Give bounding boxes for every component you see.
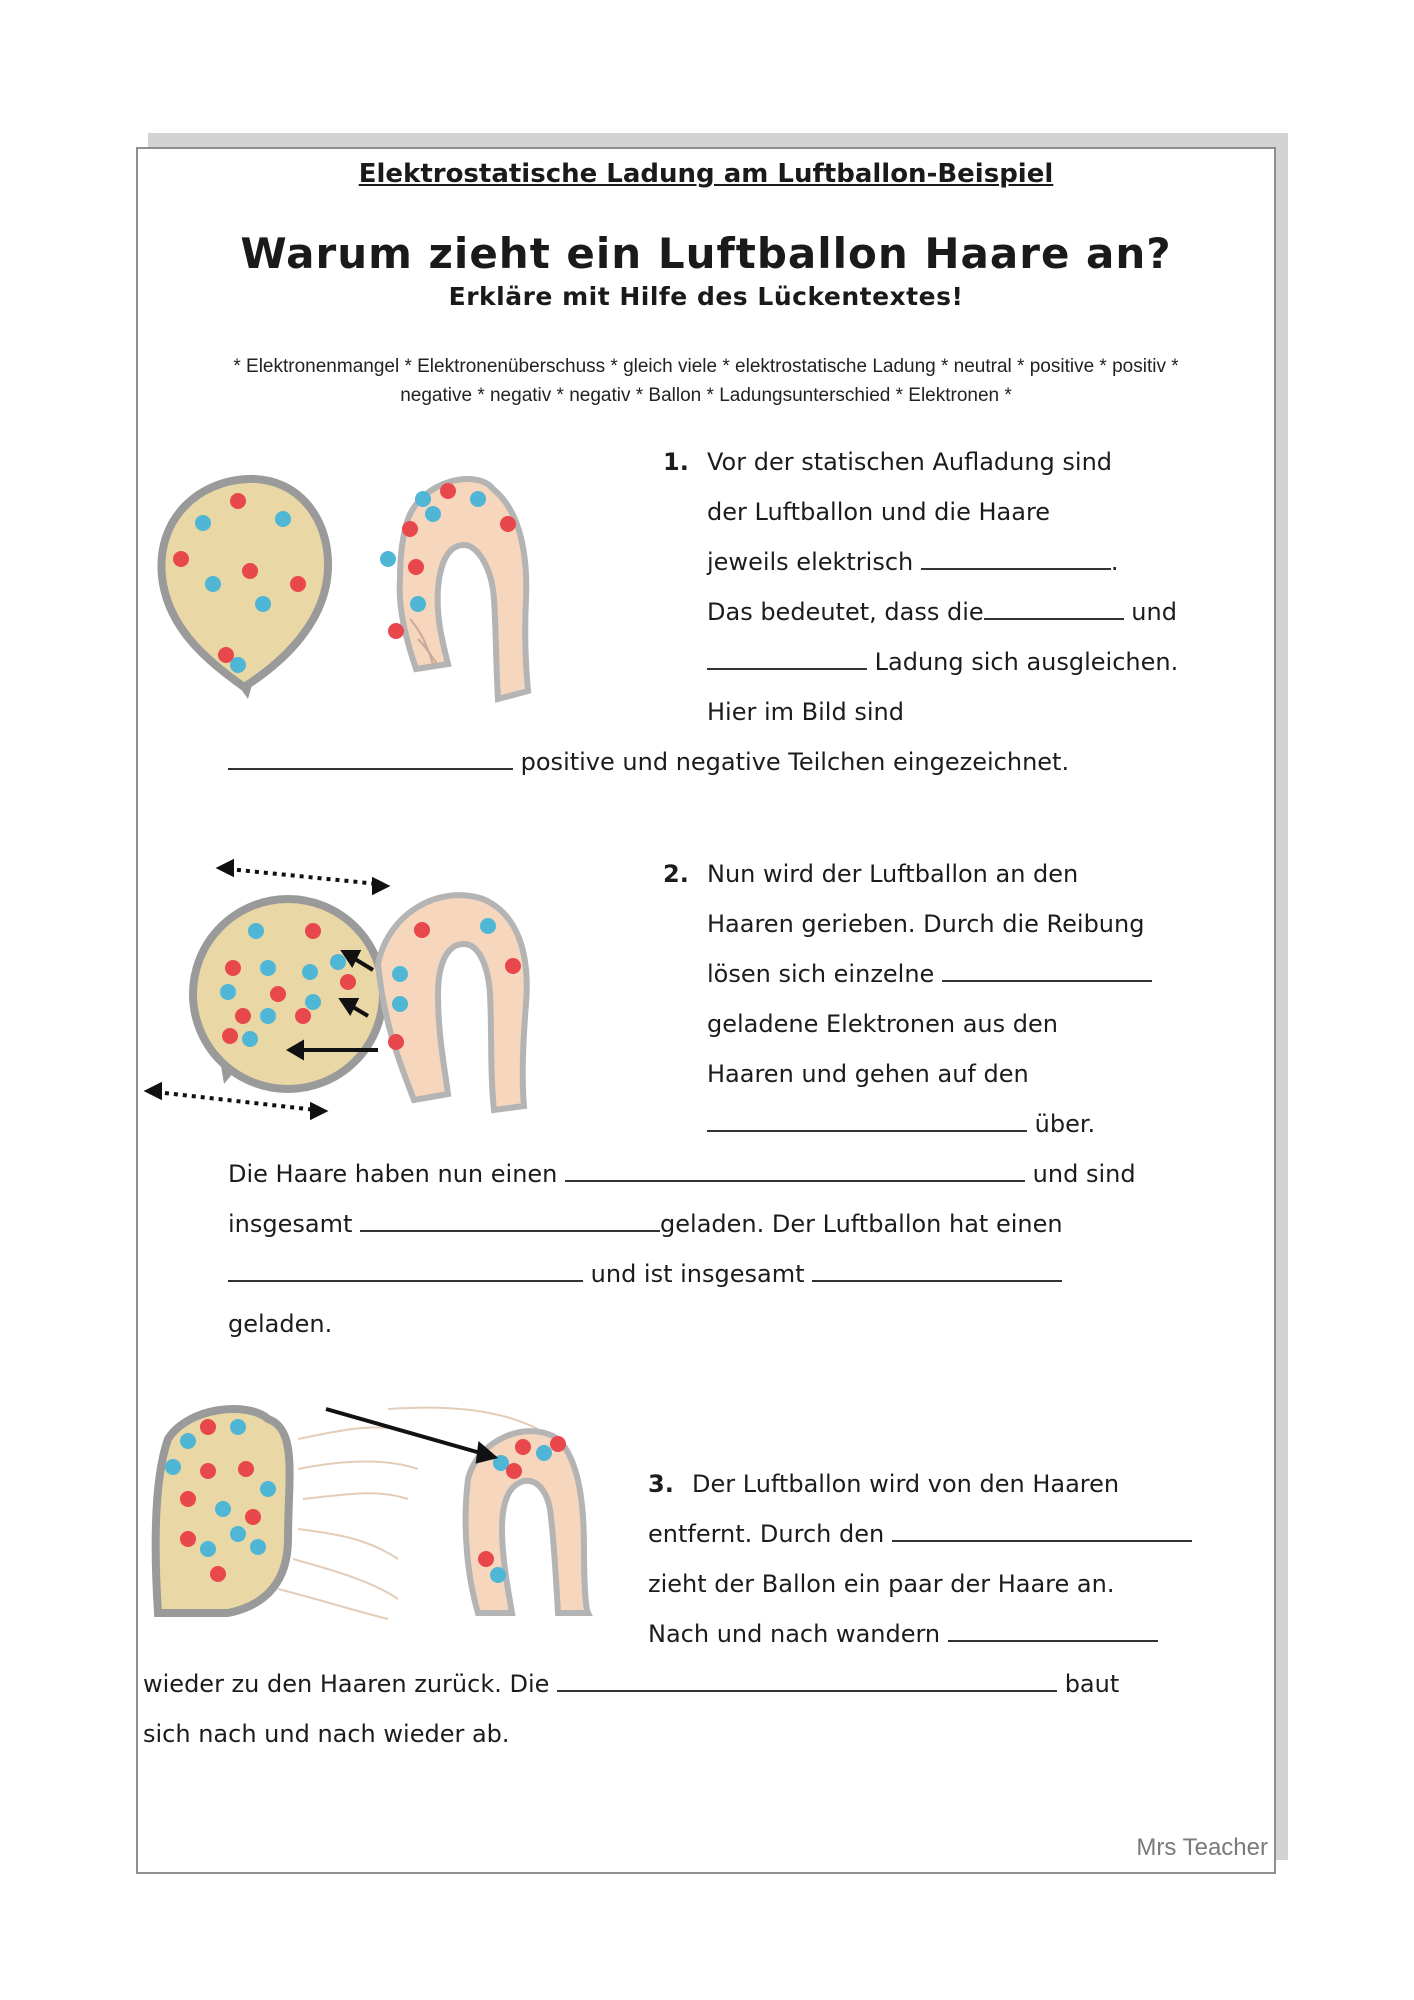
blank-4[interactable] [228,766,513,770]
topic-title: Elektrostatische Ladung am Luftballon-Beispiel [358,159,1054,189]
task-2-text: 2. Nun wird der Luftballon an den Haaren gerieben. Durch die Reibung lösen sich einzelne geladene Elektronen aus den Haaren und gehen auf den über. [663,849,1152,1149]
main-title: Warum zieht ein Luftballon Haare an? [240,229,1172,278]
blank-13[interactable] [557,1688,1057,1692]
blank-9[interactable] [228,1278,583,1282]
word-bank [138,352,1274,410]
word-bank-line-2: negative * negativ * negativ * Ballon * Ladungsunterschied * Elektronen * [400,385,1012,406]
illustration-1-neutral [148,459,648,719]
blank-11[interactable] [892,1538,1192,1542]
blank-2[interactable] [984,616,1124,620]
task-3-continuation: wieder zu den Haaren zurück. Die baut sich nach und nach wieder ab. [143,1670,1120,1748]
blank-5[interactable] [942,978,1152,982]
task-3-number: 3. [648,1470,674,1498]
blank-8[interactable] [360,1228,660,1232]
task-3-text: 3. Der Luftballon wird von den Haaren entfernt. Durch den zieht der Ballon ein paar der Haare an. Nach und nach wandern [648,1459,1192,1659]
illustration-3-attraction [148,1399,668,1639]
blank-6[interactable] [707,1128,1027,1132]
task-1-last-line: positive und negative Teilchen eingezeichnet. [228,737,1069,787]
illustration-2-rubbing [138,844,658,1134]
blank-1[interactable] [921,566,1111,570]
worksheet [136,147,1276,1874]
blank-12[interactable] [948,1638,1158,1642]
hair-1 [400,479,528,699]
arrow-3 [326,1409,494,1461]
task-2-number: 2. [663,860,689,888]
task-1-text: 1. Vor der statischen Aufladung sind der Luftballon und die Haare jeweils elektrisch . Das bedeutet, dass die und Ladung sich ausgleichen. Hier im Bild sind [663,437,1178,737]
blank-3[interactable] [707,666,867,670]
author-credit: Mrs Teacher [1136,1834,1268,1861]
blank-10[interactable] [812,1278,1062,1282]
word-bank-line-1: * Elektronenmangel * Elektronenüberschuss * gleich viele * elektrostatische Ladung * neutral * positive * positiv * [233,356,1179,377]
task-2-continuation: Die Haare haben nun einen und sind insgesamt geladen. Der Luftballon hat einen und ist insgesamt geladen. [228,1160,1136,1338]
subtitle: Erkläre mit Hilfe des Lückentextes! [448,282,964,311]
task-1-number: 1. [663,448,689,476]
blank-7[interactable] [565,1178,1025,1182]
